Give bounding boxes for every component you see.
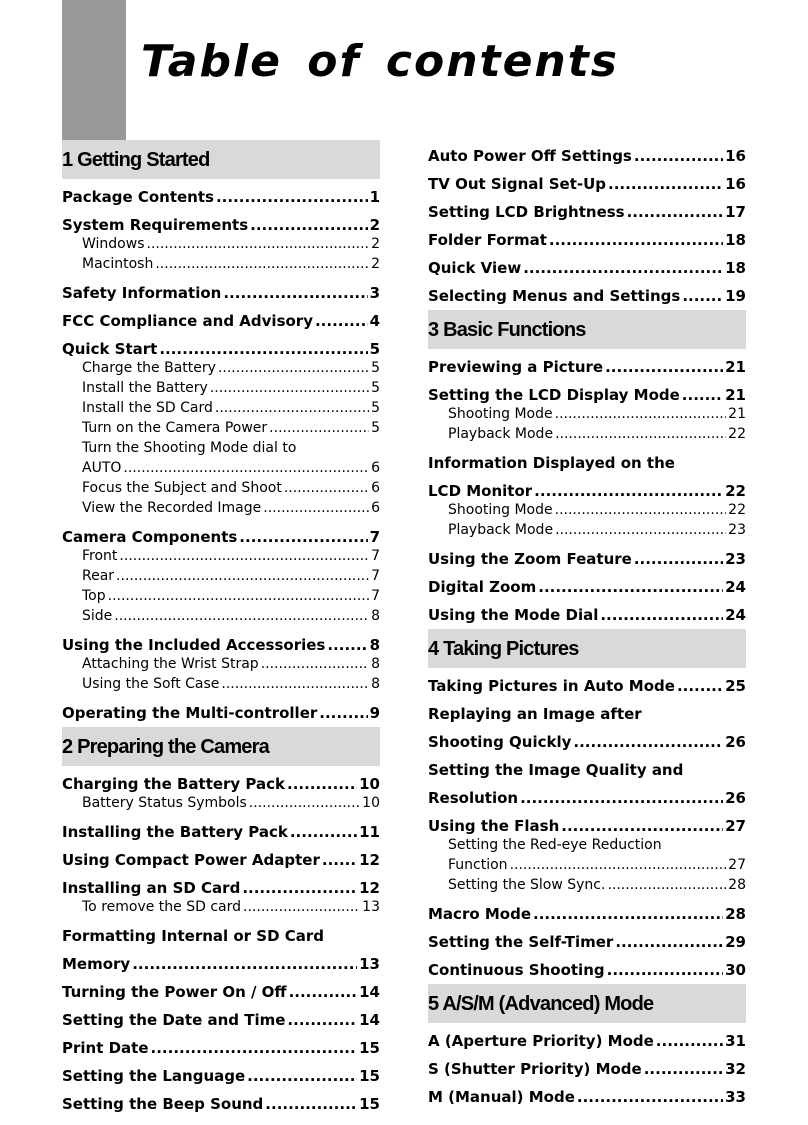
page-number: 27 xyxy=(728,857,746,873)
toc-entry-taking-pictures-in-auto-mode[interactable] xyxy=(428,672,746,700)
toc-entry-selecting-menus-and-settings[interactable] xyxy=(428,282,746,310)
entry-title: Charge the Battery xyxy=(82,360,216,376)
page-number: 23 xyxy=(728,522,746,538)
dot-leader xyxy=(555,520,726,540)
dot-leader xyxy=(555,404,727,424)
page-number: 18 xyxy=(725,231,746,249)
entry-title: TV Out Signal Set-Up xyxy=(428,175,607,193)
toc-entry-line-setting-the-image-quality-and[interactable]: Setting the Image Quality and xyxy=(428,761,684,779)
page-title: Table of contents xyxy=(141,36,619,87)
entry-title: S (Shutter Priority) Mode xyxy=(428,1060,642,1078)
page-number: 6 xyxy=(371,460,380,476)
toc-subentry-top[interactable] xyxy=(62,586,380,606)
dot-leader xyxy=(290,818,357,846)
toc-entry-operating-the-multi-controller[interactable] xyxy=(62,699,380,727)
page-number: 5 xyxy=(371,400,380,416)
entry-title: Focus the Subject and Shoot xyxy=(82,480,282,496)
toc-subentry-playback-mode[interactable] xyxy=(428,520,746,540)
page-number: 14 xyxy=(359,1011,380,1029)
dot-leader xyxy=(247,1062,357,1090)
page-number: 12 xyxy=(359,851,380,869)
entry-title: Resolution xyxy=(428,789,519,807)
toc-entry-folder-format[interactable] xyxy=(428,226,746,254)
entry-title: Using Compact Power Adapter xyxy=(62,851,320,869)
page-number: 6 xyxy=(371,500,380,516)
entry-title: Using the Zoom Feature xyxy=(428,550,632,568)
dot-leader xyxy=(608,170,723,198)
toc-subentry-macintosh[interactable] xyxy=(62,254,380,274)
dot-leader xyxy=(600,601,723,629)
toc-entry-line-setting-the-red-eye-reduction[interactable]: Setting the Red-eye Reduction xyxy=(448,837,662,853)
dot-leader xyxy=(523,254,723,282)
entry-title: Quick Start xyxy=(62,340,158,358)
entry-title: Setting the Beep Sound xyxy=(62,1095,264,1113)
entry-title: Macro Mode xyxy=(428,905,532,923)
entry-title: Digital Zoom xyxy=(428,578,537,596)
dot-leader xyxy=(555,424,726,444)
page-number: 15 xyxy=(359,1095,380,1113)
entry-title: Using the Mode Dial xyxy=(428,606,599,624)
entry-title: Shooting Mode xyxy=(448,406,553,422)
dot-leader xyxy=(634,142,723,170)
dot-leader xyxy=(605,353,723,381)
entry-title: Using the Included Accessories xyxy=(62,636,326,654)
entry-title: Operating the Multi-controller xyxy=(62,704,318,722)
entry-title: Macintosh xyxy=(82,256,154,272)
page-number: 13 xyxy=(362,899,380,915)
page-number: 12 xyxy=(359,879,380,897)
toc-entry-turning-the-power-on-off[interactable] xyxy=(62,978,380,1006)
page-number: 2 xyxy=(371,256,380,272)
entry-title: Installing an SD Card xyxy=(62,879,241,897)
entry-title: FCC Compliance and Advisory xyxy=(62,312,313,330)
dot-leader xyxy=(132,950,357,978)
toc-entry-installing-the-battery-pack[interactable] xyxy=(62,818,380,846)
toc-subentry-charge-the-battery[interactable] xyxy=(62,358,380,378)
entry-title: AUTO xyxy=(82,460,122,476)
page-number: 25 xyxy=(725,677,746,695)
page-number: 26 xyxy=(725,789,746,807)
toc-entry-setting-the-date-and-time[interactable] xyxy=(62,1006,380,1034)
entry-title: Turn on the Camera Power xyxy=(82,420,268,436)
dot-leader xyxy=(289,978,358,1006)
dot-leader xyxy=(322,846,357,874)
entry-title: Charging the Battery Pack xyxy=(62,775,286,793)
dot-leader xyxy=(520,784,723,812)
dot-leader xyxy=(533,900,723,928)
dot-leader xyxy=(549,226,723,254)
entry-title: Using the Soft Case xyxy=(82,676,220,692)
toc-entry-setting-the-beep-sound[interactable] xyxy=(62,1090,380,1118)
toc-entry-setting-lcd-brightness[interactable] xyxy=(428,198,746,226)
page-number: 31 xyxy=(725,1032,746,1050)
entry-title: Quick View xyxy=(428,259,522,277)
dot-leader xyxy=(116,566,369,586)
dot-leader xyxy=(223,279,367,307)
entry-title: Install the SD Card xyxy=(82,400,213,416)
decorative-gray-bar xyxy=(62,0,126,140)
entry-title: Install the Battery xyxy=(82,380,208,396)
toc-subentry-install-the-sd-card[interactable] xyxy=(62,398,380,418)
entry-title: Folder Format xyxy=(428,231,547,249)
toc-subentry-function[interactable] xyxy=(428,855,746,875)
dot-leader xyxy=(243,897,360,917)
page-number: 21 xyxy=(728,406,746,422)
entry-title: Selecting Menus and Settings xyxy=(428,287,681,305)
entry-title: Playback Mode xyxy=(448,522,554,538)
toc-subentry-view-the-recorded-image[interactable] xyxy=(62,498,380,518)
dot-leader xyxy=(263,498,369,518)
entry-title: Using the Flash xyxy=(428,817,560,835)
toc-entry-setting-the-language[interactable] xyxy=(62,1062,380,1090)
entry-title: Rear xyxy=(82,568,115,584)
dot-leader xyxy=(319,699,367,727)
dot-leader xyxy=(265,1090,357,1118)
entry-title: A (Aperture Priority) Mode xyxy=(428,1032,654,1050)
dot-leader xyxy=(615,928,723,956)
dot-leader xyxy=(221,674,369,694)
entry-title: Function xyxy=(448,857,508,873)
page-number: 15 xyxy=(359,1039,380,1057)
toc-subentry-shooting-mode[interactable] xyxy=(428,500,746,520)
toc-entry-package-contents[interactable] xyxy=(62,183,380,211)
page-number: 29 xyxy=(725,933,746,951)
dot-leader xyxy=(269,418,369,438)
entry-title: Setting the LCD Display Mode xyxy=(428,386,680,404)
dot-leader xyxy=(510,855,727,875)
section-heading-4-taking-pictures: 4 Taking Pictures xyxy=(428,629,746,668)
dot-leader xyxy=(284,478,369,498)
page-number: 11 xyxy=(359,823,380,841)
entry-title: Top xyxy=(82,588,106,604)
toc-entry-line-turn-the-shooting-mode-dial-to[interactable]: Turn the Shooting Mode dial to xyxy=(82,440,297,456)
toc-subentry-using-the-soft-case[interactable] xyxy=(62,674,380,694)
toc-entry-tv-out-signal-set-up[interactable] xyxy=(428,170,746,198)
dot-leader xyxy=(119,546,369,566)
toc-subentry-focus-the-subject-and-shoot[interactable] xyxy=(62,478,380,498)
page-number: 28 xyxy=(725,905,746,923)
dot-leader xyxy=(210,378,369,398)
dot-leader xyxy=(155,254,369,274)
toc-subentry-playback-mode[interactable] xyxy=(428,424,746,444)
entry-title: Package Contents xyxy=(62,188,214,206)
entry-title: Front xyxy=(82,548,118,564)
page-number: 24 xyxy=(725,606,746,624)
dot-leader xyxy=(218,358,369,378)
page-number: 3 xyxy=(369,284,380,302)
page-number: 17 xyxy=(725,203,746,221)
dot-leader xyxy=(249,793,360,813)
page-number: 28 xyxy=(728,877,746,893)
toc-entry-a-aperture-priority-mode[interactable] xyxy=(428,1027,746,1055)
dot-leader xyxy=(114,606,369,626)
entry-title: Setting the Language xyxy=(62,1067,246,1085)
dot-leader xyxy=(151,1034,358,1062)
toc-left-column xyxy=(62,140,380,1118)
toc-entry-resolution[interactable] xyxy=(428,784,746,812)
toc-right-column xyxy=(428,142,746,1111)
toc-entry-macro-mode[interactable] xyxy=(428,900,746,928)
page-number: 16 xyxy=(725,175,746,193)
entry-title: Shooting Mode xyxy=(448,502,553,518)
entry-title: Setting the Slow Sync. xyxy=(448,877,606,893)
entry-title: Windows xyxy=(82,236,145,252)
entry-title: Auto Power Off Settings xyxy=(428,147,632,165)
entry-title: Side xyxy=(82,608,113,624)
entry-title: Installing the Battery Pack xyxy=(62,823,288,841)
page-number: 7 xyxy=(371,568,380,584)
dot-leader xyxy=(538,573,723,601)
page-number: 9 xyxy=(369,704,380,722)
toc-entry-continuous-shooting[interactable] xyxy=(428,956,746,984)
toc-entry-line-formatting-internal-or-sd-card[interactable]: Formatting Internal or SD Card xyxy=(62,927,325,945)
section-heading-3-basic-functions: 3 Basic Functions xyxy=(428,310,746,349)
page-number: 18 xyxy=(725,259,746,277)
page-number: 7 xyxy=(371,548,380,564)
toc-subentry-setting-the-slow-sync[interactable] xyxy=(428,875,746,895)
toc-entry-using-compact-power-adapter[interactable] xyxy=(62,846,380,874)
entry-title: View the Recorded Image xyxy=(82,500,262,516)
toc-entry-digital-zoom[interactable] xyxy=(428,573,746,601)
page-number: 5 xyxy=(371,380,380,396)
entry-title: Setting the Date and Time xyxy=(62,1011,286,1029)
toc-subentry-auto[interactable] xyxy=(62,458,380,478)
page-number: 5 xyxy=(369,340,380,358)
dot-leader xyxy=(682,282,723,310)
dot-leader xyxy=(216,183,368,211)
entry-title: Shooting Quickly xyxy=(428,733,572,751)
page-number: 33 xyxy=(725,1088,746,1106)
page-number: 5 xyxy=(371,360,380,376)
entry-title: M (Manual) Mode xyxy=(428,1088,575,1106)
dot-leader xyxy=(555,500,727,520)
entry-title: Previewing a Picture xyxy=(428,358,604,376)
toc-subentry-turn-on-the-camera-power[interactable] xyxy=(62,418,380,438)
page-number: 4 xyxy=(369,312,380,330)
dot-leader xyxy=(677,672,723,700)
entry-title: To remove the SD card xyxy=(82,899,242,915)
section-heading-1-getting-started: 1 Getting Started xyxy=(62,140,380,179)
entry-title: Camera Components xyxy=(62,528,238,546)
dot-leader xyxy=(627,198,724,226)
dot-leader xyxy=(656,1027,723,1055)
page-number: 14 xyxy=(359,983,380,1001)
toc-entry-safety-information[interactable] xyxy=(62,279,380,307)
entry-title: Attaching the Wrist Strap xyxy=(82,656,259,672)
page-number: 16 xyxy=(725,147,746,165)
dot-leader xyxy=(607,956,724,984)
toc-entry-memory[interactable] xyxy=(62,950,380,978)
page-number: 27 xyxy=(725,817,746,835)
toc-entry-setting-the-self-timer[interactable] xyxy=(428,928,746,956)
page-number: 22 xyxy=(725,482,746,500)
dot-leader xyxy=(108,586,369,606)
page-number: 23 xyxy=(725,550,746,568)
toc-entry-previewing-a-picture[interactable] xyxy=(428,353,746,381)
entry-title: Safety Information xyxy=(62,284,222,302)
toc-subentry-install-the-battery[interactable] xyxy=(62,378,380,398)
toc-subentry-rear[interactable] xyxy=(62,566,380,586)
toc-entry-using-the-zoom-feature[interactable] xyxy=(428,545,746,573)
toc-subentry-shooting-mode[interactable] xyxy=(428,404,746,424)
dot-leader xyxy=(634,545,723,573)
dot-leader xyxy=(315,307,368,335)
dot-leader xyxy=(573,728,723,756)
toc-subentry-to-remove-the-sd-card[interactable] xyxy=(62,897,380,917)
page-number: 8 xyxy=(371,676,380,692)
entry-title: Battery Status Symbols xyxy=(82,795,247,811)
page-number: 24 xyxy=(725,578,746,596)
section-heading-5-a-s-m-advanced-mode: 5 A/S/M (Advanced) Mode xyxy=(428,984,746,1023)
page-number: 8 xyxy=(369,636,380,654)
page-number: 1 xyxy=(369,188,380,206)
toc-subentry-attaching-the-wrist-strap[interactable] xyxy=(62,654,380,674)
toc-subentry-battery-status-symbols[interactable] xyxy=(62,793,380,813)
entry-title: Continuous Shooting xyxy=(428,961,605,979)
dot-leader xyxy=(147,234,370,254)
entry-title: Memory xyxy=(62,955,131,973)
page-number: 6 xyxy=(371,480,380,496)
page-number: 19 xyxy=(725,287,746,305)
page-number: 5 xyxy=(371,420,380,436)
page-number: 10 xyxy=(359,775,380,793)
toc-entry-print-date[interactable] xyxy=(62,1034,380,1062)
entry-title: Taking Pictures in Auto Mode xyxy=(428,677,675,695)
page-number: 7 xyxy=(371,588,380,604)
page-number: 22 xyxy=(728,426,746,442)
entry-title: System Requirements xyxy=(62,216,249,234)
toc-entry-line-information-displayed-on-the[interactable]: Information Displayed on the xyxy=(428,454,675,472)
toc-entry-m-manual-mode[interactable] xyxy=(428,1083,746,1111)
toc-entry-line-replaying-an-image-after[interactable]: Replaying an Image after xyxy=(428,705,642,723)
entry-title: Playback Mode xyxy=(448,426,554,442)
page-number: 15 xyxy=(359,1067,380,1085)
toc-entry-quick-view[interactable] xyxy=(428,254,746,282)
dot-leader xyxy=(644,1055,723,1083)
page-number: 30 xyxy=(725,961,746,979)
toc-entry-auto-power-off-settings[interactable] xyxy=(428,142,746,170)
page-number: 7 xyxy=(369,528,380,546)
dot-leader xyxy=(123,458,369,478)
page-number: 8 xyxy=(371,656,380,672)
dot-leader xyxy=(607,875,726,895)
toc-subentry-side[interactable] xyxy=(62,606,380,626)
page-number: 10 xyxy=(362,795,380,811)
page-number: 21 xyxy=(725,358,746,376)
dot-leader xyxy=(261,654,369,674)
page-number: 2 xyxy=(369,216,380,234)
dot-leader xyxy=(577,1083,723,1111)
entry-title: Setting LCD Brightness xyxy=(428,203,625,221)
page-number: 21 xyxy=(725,386,746,404)
entry-title: Setting the Self-Timer xyxy=(428,933,614,951)
dot-leader xyxy=(287,1006,357,1034)
entry-title: Print Date xyxy=(62,1039,149,1057)
page-number: 26 xyxy=(725,733,746,751)
page-number: 13 xyxy=(359,955,380,973)
page-number: 22 xyxy=(728,502,746,518)
toc-entry-shooting-quickly[interactable] xyxy=(428,728,746,756)
entry-title: LCD Monitor xyxy=(428,482,533,500)
toc-entry-using-the-mode-dial[interactable] xyxy=(428,601,746,629)
dot-leader xyxy=(215,398,369,418)
toc-entry-fcc-compliance-and-advisory[interactable] xyxy=(62,307,380,335)
toc-subentry-front[interactable] xyxy=(62,546,380,566)
entry-title: Turning the Power On / Off xyxy=(62,983,287,1001)
toc-entry-s-shutter-priority-mode[interactable] xyxy=(428,1055,746,1083)
page-number: 32 xyxy=(725,1060,746,1078)
page-number: 8 xyxy=(371,608,380,624)
toc-subentry-windows[interactable] xyxy=(62,234,380,254)
section-heading-2-preparing-the-camera: 2 Preparing the Camera xyxy=(62,727,380,766)
page-number: 2 xyxy=(371,236,380,252)
